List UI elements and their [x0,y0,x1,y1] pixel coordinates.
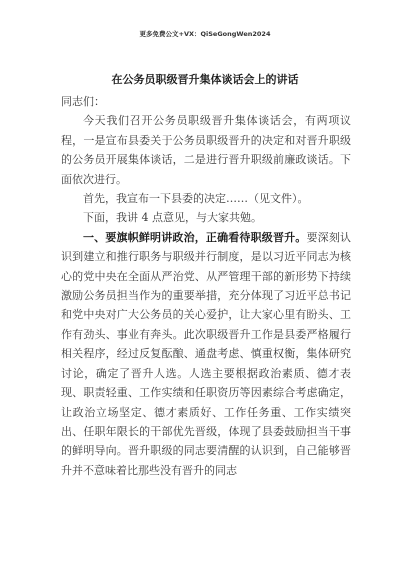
paragraph-agenda: 今天我们召开公务员职级晋升集体谈话会，有两项议程，一是宣布县委关于公务员职级晋升的决定和对晋升职级的公务员开展集体谈话，二是进行晋升职级前廉政谈话。下面依次进行。 [61,114,351,186]
header-banner: 更多免费公文+VX：QiSeGongWen2024 [139,30,271,38]
salutation: 同志们： [61,95,105,108]
paragraph-announce: 首先，我宣布一下县委的决定……（见文件）。 [83,192,309,206]
document-title: 在公务员职级晋升集体谈话会上的讲话 [111,73,299,86]
section-1 [61,228,351,480]
paragraph-points: 下面，我讲 4 点意见，与大家共勉。 [83,211,262,225]
document-body [61,92,351,480]
section-1-heading: 一、要旗帜鲜明讲政治，正确看待职级晋升。 [83,230,307,244]
section-1-body: 要深刻认识到建立和推行职务与职级并行制度，是以习近平同志为核心的党中央在全面从严治党、从严管理干部的新形势下持续激励公务员担当作为的重要举措，充分体现了习近平总书记和党中央对广大公务员的关心爱护，让大家心里有盼头、工作有劲头、事业有奔头。此次职级晋升工作是县委严格履行相关程序，经过反复酝酿、通盘考虑、慎重权衡，集体研究讨论，确定了晋升人选。人选主要根据政治素质、德才表现、职责轻重、工作实绩和任职资历等因素综合考虑确定，让政治立场坚定、德才素质好、工作任务重、工作实绩突出、任职年限长的干部优先晋级，体现了县委鼓励担当干事的鲜明导向。晋升职级的同志要清醒的认识到，自己能够晋升并不意味着比那些没有晋升的同志 [61,230,352,477]
